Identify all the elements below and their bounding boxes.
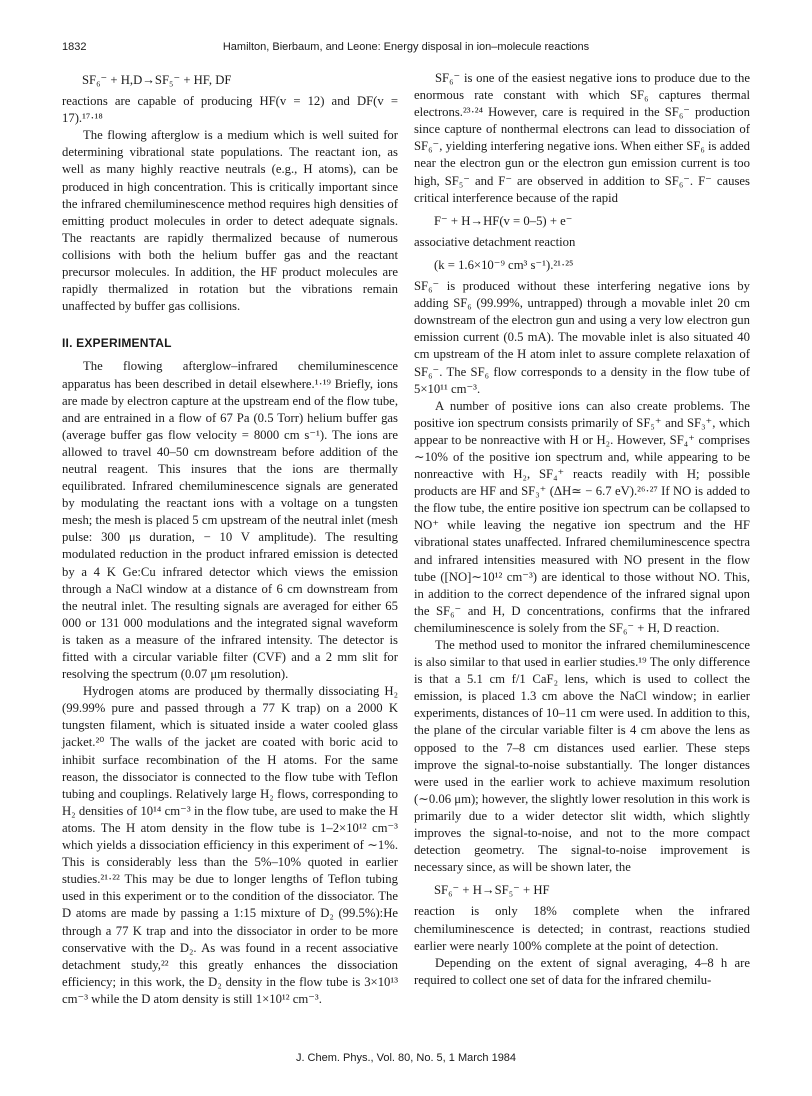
paragraph: The flowing afterglow–infrared chemiluminescence apparatus has been described in detail elsewhere.¹·¹⁹ Briefly, ions are made by electron capture at the upstream end of the flow tube, and are entrained in a flow of 67 Pa (0.5 Torr) helium buffer gas (average buffer gas flow velocity = 8000 cm s⁻¹). The ions are allowed to travel 40–50 cm downstream before addition of the neutral reagent. This insures that the ions are thermally equilibrated. Infrared chemiluminescence signals are generated by modulating the reactant ions with a voltage on a tungsten mesh; the mesh is placed 5 cm upstream of the neutral inlet (mesh pulse: 300 μs duration, − 10 V amplitude). The resulting modulated reduction in the product infrared emission is detected by a 4 K Ge:Cu infrared detector which views the emission through a NaCl window at a distance of 6 cm downstream from the neutral inlet. The resulting signals are averaged for either 65 000 or 131 000 modulations and the integrated signal waveform is taken as a measure of the infrared intensity. The detector is fitted with a circular variable filter (CVF) and a 2 mm slit for resolving the spectrum (0.07 μm resolution). <box>62 359 398 682</box>
paragraph: SF₆⁻ is one of the easiest negative ions to produce due to the enormous rate constant with which SF₆ captures thermal electrons.²³·²⁴ However, care is required in the SF₆⁻ production since capture of nonthermal electrons can lead to dissociation of SF₆⁻, yielding interfering negative ions. When either SF₆ is added near the electron gun or the electron gun emission current is too high, SF₅⁻ and F⁻ are observed in addition to SF₆⁻. F⁻ causes critical interference because of the rapid <box>414 71 750 205</box>
running-title: Hamilton, Bierbaum, and Leone: Energy disposal in ion–molecule reactions <box>222 41 590 53</box>
paragraph: reaction is only 18% complete when the infrared chemiluminescence is detected; in contrast, reactions studied earlier were nearly 100% complete at the point of detection. <box>414 904 750 953</box>
paragraph: The flowing afterglow is a medium which is well suited for determining vibrational state populations. The reactant ion, as well as many highly reactive neutrals (e.g., H atoms), can be produced in high concentration. This is critically important since the infrared chemiluminescence method requires high densities of emitting product molecules in order to detect adequate signals. The reactants are rapidly thermalized because of numerous collisions with both the helium buffer gas and the reactant precursor molecules. In addition, the HF product molecules are rapidly thermalized in rotation but the vibrations remain unaffected by buffer gas collisions. <box>62 128 398 314</box>
equation-sf6-h-reaction: SF₆⁻ + H→SF₅⁻ + HF <box>434 883 550 898</box>
page-number: 1832 <box>62 41 87 53</box>
paragraph: Depending on the extent of signal averaging, 4–8 h are required to collect one set of data for the infrared chemilu- <box>414 955 750 987</box>
paragraph: The method used to monitor the infrared chemiluminescence is also similar to that used in earlier studies.¹⁹ The only difference is that a 5.1 cm f/1 CaF₂ lens, which is used to collect the emission, is placed 1.3 cm above the NaCl window; in earlier experiments, distances of 10–11 cm were used. In addition to this, the plane of the circular variable filter is 4 cm above the lens as opposed to the 7–8 cm distances used earlier. These steps improve the signal-to-noise substantially. The longer distances were used in the earlier work to achieve maximum resolution (∼0.06 μm); however, the slightly lower resolution in this work is primarily due to a wider detector slit width, which slightly improves the signal-to-noise, and not to the more compact detection geometry. The signal-to-noise improvement is necessary since, as will be shown later, the <box>414 638 750 875</box>
paragraph: associative detachment reaction <box>414 234 576 249</box>
equation-sf6-reaction: SF₆⁻ + H,D→SF₅⁻ + HF, DF <box>82 73 232 87</box>
right-column <box>414 70 750 989</box>
left-column <box>62 70 398 1008</box>
running-header <box>62 41 750 59</box>
journal-footer: J. Chem. Phys., Vol. 80, No. 5, 1 March 1984 <box>295 1052 517 1064</box>
paragraph: A number of positive ions can also create problems. The positive ion spectrum consists primarily of SF₅⁺ and SF₃⁺, which appear to be nonreactive with H or H₂. However, SF₄⁺ comprises ∼10% of the positive ion spectrum and, while appearing to be nonreactive with H₂, SF₄⁺ reacts readily with H; possible products are HF and SF₃⁺ (ΔH≃ − 6.7 eV).²⁶·²⁷ If NO is added to the flow tube, the entire positive ion spectrum can be collapsed to NO⁺ while leaving the negative ion spectrum and the HF vibrational states unaffected. Infrared chemiluminescence spectra and infrared intensities measured with NO present in the flow tube ([NO]∼10¹² cm⁻³) are identical to those without NO. This, in addition to the correct dependence of the infrared signal upon the SF₆⁻ and H, D concentrations, confirms that the infrared chemiluminescence is solely from the SF₆⁻ + H, D reaction. <box>414 398 750 635</box>
paragraph: SF₆⁻ is produced without these interfering negative ions by adding SF₆ (99.99%, untrapped) through a movable inlet 20 cm downstream of the electron gun and using a very low electron gun emission current (0.5 mA). The movable inlet is also situated 40 cm upstream of the H atom inlet to assure complete relaxation of SF₆⁻. The SF₆ flow corresponds to a density in the flow tube of 5×10¹¹ cm⁻³. <box>414 279 750 396</box>
paragraph: reactions are capable of producing HF(v = 12) and DF(v = 17).¹⁷·¹⁸ <box>62 94 398 126</box>
equation-rate-constant: (k = 1.6×10⁻⁹ cm³ s⁻¹).²¹·²⁵ <box>434 257 574 272</box>
paragraph: Hydrogen atoms are produced by thermally dissociating H₂ (99.99% pure and passed through a 77 K trap) on a 2000 K tungsten filament, which is situated inside a water cooled glass jacket.²⁰ The walls of the jacket are coated with boric acid to inhibit surface recombination of the H atoms. For the same reason, the dissociator is connected to the flow tube with Teflon tubing and couplings. Relatively large H₂ flows, corresponding to H₂ densities of 10¹⁴ cm⁻³ in the flow tube, are used to make the H atoms. The H atom density in the flow tube is 1–2×10¹² cm⁻³ which yields a dissociation efficiency in this experiment of ∼1%. This is considerably less than the 5%–10% quoted in earlier studies.²¹·²² This may be due to longer lengths of Teflon tubing used in this experiment or to the condition of the dissociator. The D atoms are made by passing a 1:15 mixture of D₂ (99.5%):He through a 77 K trap and into the dissociator in order to be more conservative with the D₂. As was found in a recent associative detachment study,²² this greatly enhances the dissociation efficiency; in this work, the D₂ density in the flow tube is 3×10¹³ cm⁻³ while the D atom density is still 1×10¹² cm⁻³. <box>62 684 398 1006</box>
section-heading: II. EXPERIMENTAL <box>62 336 172 351</box>
equation-f-minus-reaction: F⁻ + H→HF(v = 0–5) + e⁻ <box>434 213 573 228</box>
